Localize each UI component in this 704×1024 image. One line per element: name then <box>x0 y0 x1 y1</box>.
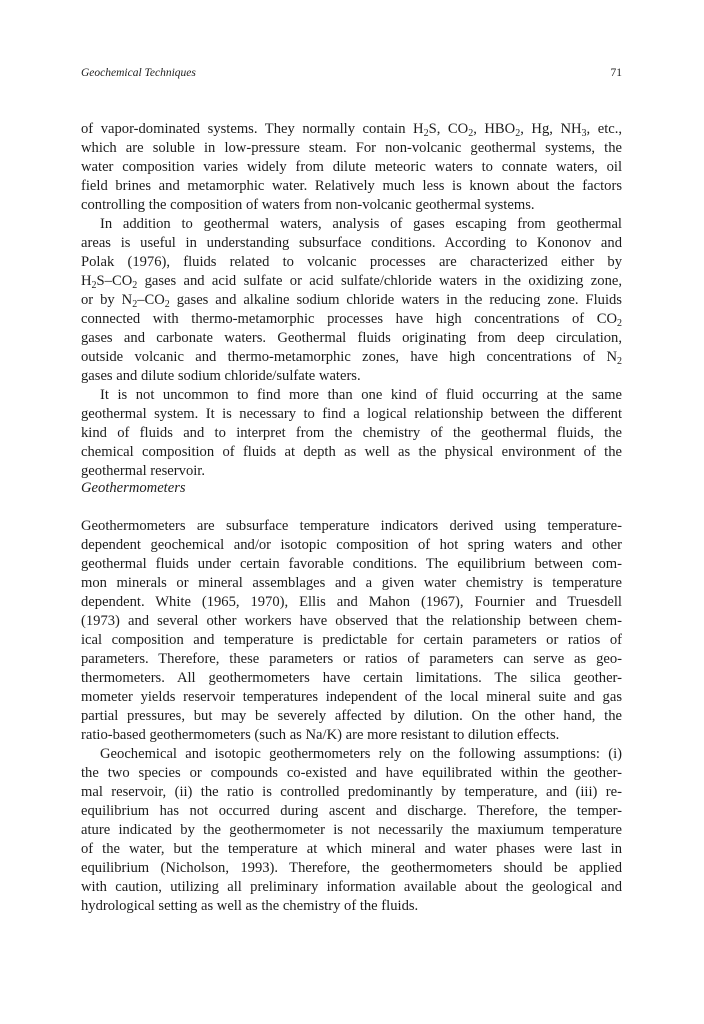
paragraph-fluid-relationships <box>81 386 622 481</box>
text-line: water composition varies widely from dilute meteoric waters to connate waters, oil <box>81 159 622 175</box>
text-line: areas is useful in understanding subsurface conditions. According to Kononov and <box>81 235 622 251</box>
text-line: field brines and metamorphic water. Relatively much less is known about the factors <box>81 178 622 194</box>
text-line: of vapor-dominated systems. They normally contain $H_2S$, $CO_2$, $HBO_2$, Hg, $NH_3$, etc., <box>81 121 623 139</box>
text-line: mon minerals or mineral assemblages and a given water chemistry is temperature <box>81 575 622 591</box>
text-line: thermometers. All geothermometers have certain limitations. The silica geother- <box>81 670 622 686</box>
page-header <box>81 67 622 83</box>
text-line: connected with thermo-metamorphic processes have high concentrations of $CO_2$ <box>81 311 622 329</box>
text-line: Geothermometers are subsurface temperature indicators derived using temperature- <box>81 518 622 534</box>
text-line: equilibrium (Nicholson, 1993). Therefore, the geothermometers should be applied <box>81 860 622 876</box>
chemical-subscript: 2 <box>617 356 622 367</box>
text-line: ical composition and temperature is predictable for certain parameters or ratios of <box>81 632 622 648</box>
text-line: controlling the composition of waters from non-volcanic geothermal systems. <box>81 197 535 213</box>
chemical-subscript: 2 <box>132 299 138 310</box>
chemical-subscript: 2 <box>91 280 97 291</box>
paragraph-vapor-dominated-continuation <box>81 120 622 215</box>
text-line: with caution, utilizing all preliminary information available about the geological and <box>81 879 622 895</box>
text-line: hydrological setting as well as the chemistry of the fluids. <box>81 898 419 914</box>
text-line: partial pressures, but may be severely affected by dilution. On the other hand, the <box>81 708 622 724</box>
paragraph-assumptions <box>81 745 622 916</box>
text-line: geothermal system. It is necessary to find a logical relationship between the different <box>81 406 622 422</box>
text-line: chemical composition of fluids at depth as well as the physical environment of the <box>81 444 622 460</box>
section-heading-geothermometers: Geothermometers <box>81 480 186 496</box>
text-line: geothermal fluids under certain favorable conditions. The equilibrium between com- <box>81 556 622 572</box>
page-number: 71 <box>610 67 622 79</box>
text-line: the two species or compounds co-existed and have equilibrated within the geother- <box>81 765 622 781</box>
text-line: equilibrium has not occurred during ascent and discharge. Therefore, the temper- <box>81 803 622 819</box>
chemical-subscript: 2 <box>468 128 474 139</box>
text-line: (1973) and several other workers have observed that the relationship between chem- <box>81 613 622 629</box>
text-line: ature indicated by the geothermometer is not necessarily the maxiumum temperature <box>81 822 622 838</box>
text-line: $H_2S-CO_2$ gases and acid sulfate or acid sulfate/chloride waters in the oxidizing zone, <box>81 273 622 291</box>
text-line: which are soluble in low-pressure steam. For non-volcanic geothermal systems, the <box>81 140 622 156</box>
text-line: dependent. White (1965, 1970), Ellis and Mahon (1967), Fournier and Truesdell <box>81 594 622 610</box>
chemical-subscript: 2 <box>515 128 521 139</box>
paragraph-geothermometers-definition <box>81 517 622 745</box>
text-line: Geochemical and isotopic geothermometers rely on the following assumptions: (i) <box>100 746 622 762</box>
text-line: mal reservoir, (ii) the ratio is controlled predominantly by temperature, and (iii) re- <box>81 784 622 800</box>
text-line: or by $N_2-CO_2$ gases and alkaline sodium chloride waters in the reducing zone. Fluids <box>81 292 622 310</box>
text-line: mometer yields reservoir temperatures independent of the local mineral suite and gas <box>81 689 622 705</box>
text-line: gases and carbonate waters. Geothermal fluids originating from deep circulation, <box>81 330 622 346</box>
text-line: kind of fluids and to interpret from the chemistry of the geothermal fluids, the <box>81 425 622 441</box>
chemical-subscript: 3 <box>581 128 587 139</box>
text-line: ratio-based geothermometers (such as Na/K) are more resistant to dilution effects. <box>81 727 560 743</box>
text-line: It is not uncommon to find more than one kind of fluid occurring at the same <box>100 387 622 403</box>
text-line: of the water, but the temperature at which mineral and water phases were last in <box>81 841 622 857</box>
text-line: parameters. Therefore, these parameters or ratios of parameters can serve as geo- <box>81 651 622 667</box>
text-line: In addition to geothermal waters, analysis of gases escaping from geothermal <box>100 216 622 232</box>
chemical-subscript: 2 <box>617 318 622 329</box>
text-line: gases and dilute sodium chloride/sulfate waters. <box>81 368 361 384</box>
text-line: outside volcanic and thermo-metamorphic zones, have high concentrations of $N_2$ <box>81 349 622 367</box>
text-line: Polak (1976), fluids related to volcanic processes are characterized either by <box>81 254 622 270</box>
running-title: Geochemical Techniques <box>81 67 196 79</box>
paragraph-gas-analysis <box>81 215 622 386</box>
text-line: dependent geochemical and/or isotopic composition of hot spring waters and other <box>81 537 622 553</box>
chemical-subscript: 2 <box>423 128 429 139</box>
chemical-subscript: 2 <box>164 299 170 310</box>
text-line: geothermal reservoir. <box>81 463 205 479</box>
chemical-subscript: 2 <box>132 280 138 291</box>
